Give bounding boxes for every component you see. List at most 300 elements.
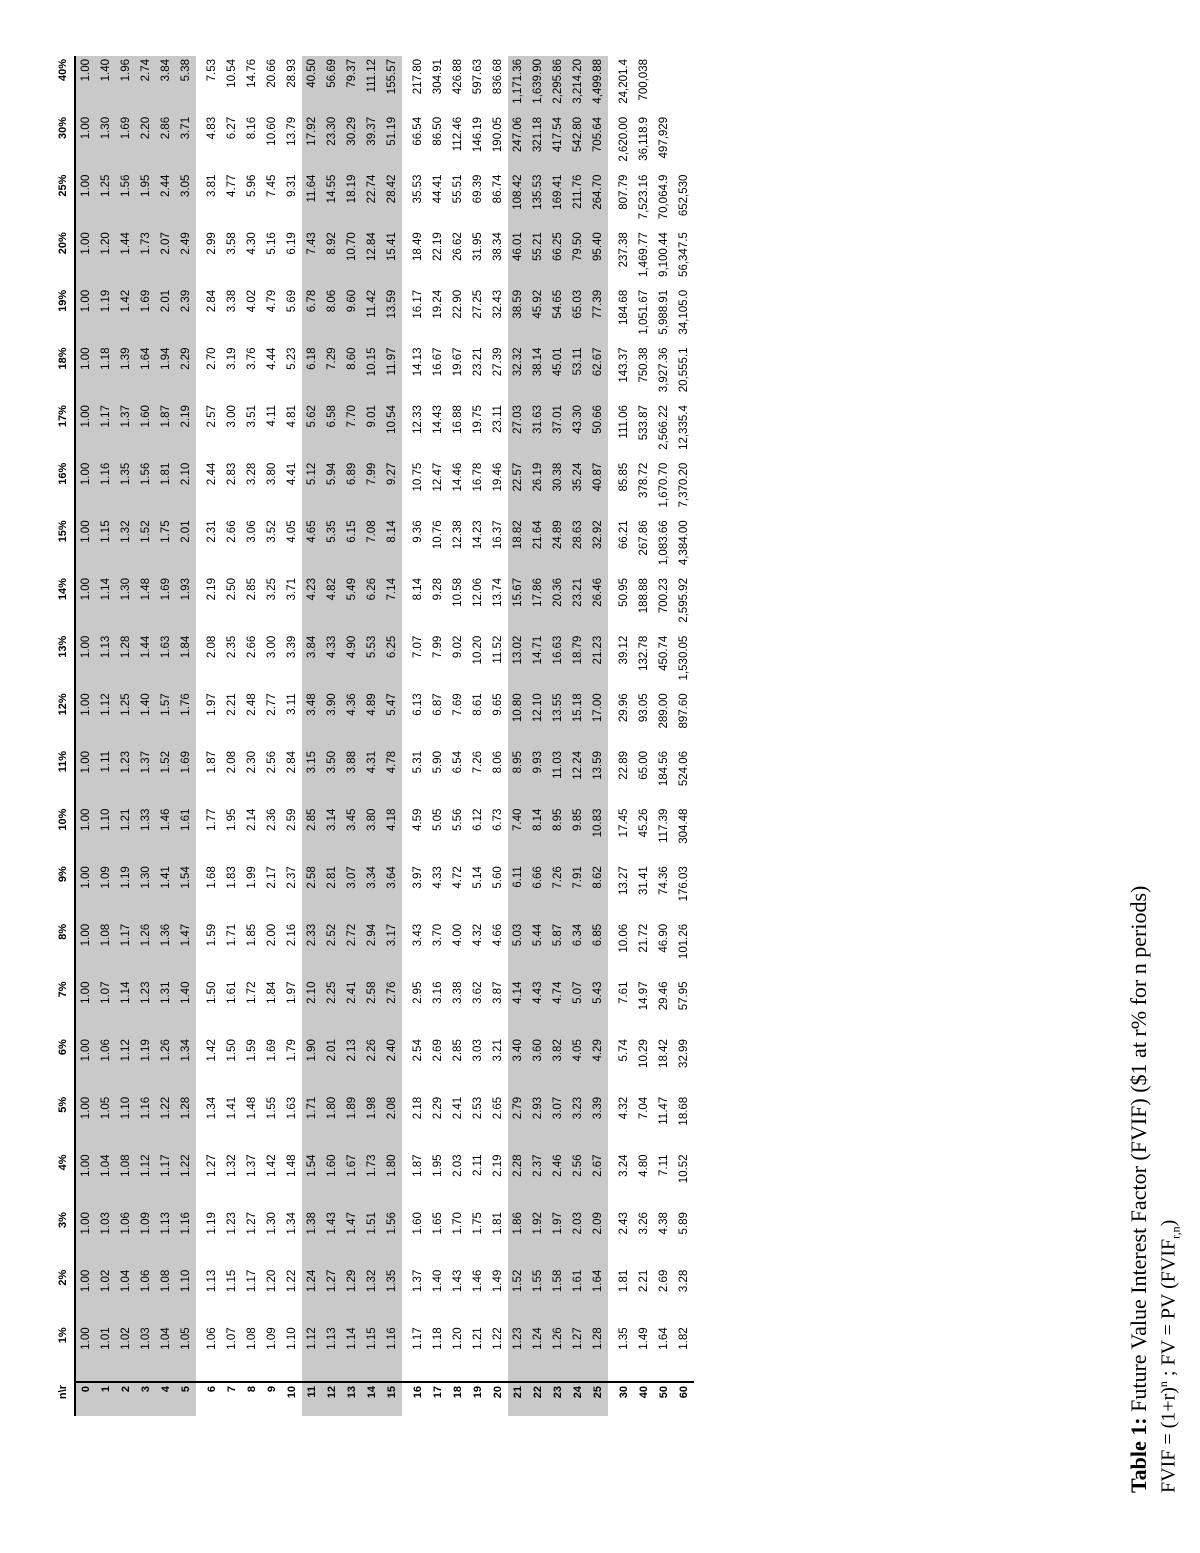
factor-cell: 1.00 — [75, 806, 96, 864]
factor-cell: 264.70 — [588, 172, 608, 230]
factor-cell: 8.95 — [508, 748, 528, 806]
table-title-label: Table 1: — [1126, 1417, 1151, 1493]
factor-cell: 51.19 — [382, 114, 402, 172]
factor-cell: 3.19 — [226, 347, 238, 370]
factor-cell: 1.28 — [588, 1324, 608, 1382]
factor-cell: 1.19 — [116, 863, 136, 921]
factor-cell: 1,670.70 — [658, 462, 670, 508]
factor-cell: 1.32 — [116, 517, 136, 575]
factor-cell: 56.69 — [322, 56, 342, 114]
factor-cell: 132.78 — [638, 635, 650, 671]
period-label: 12 — [322, 1382, 342, 1416]
period-label: 20 — [488, 1382, 508, 1416]
table-row — [136, 56, 156, 1416]
factor-cell: 2.36 — [266, 808, 278, 831]
factor-cell: 1.54 — [176, 863, 196, 921]
corner-header: n\r — [52, 1382, 75, 1416]
factor-cell: 13.59 — [382, 287, 402, 345]
factor-cell: 32.92 — [588, 517, 608, 575]
factor-cell: 3.39 — [286, 635, 298, 659]
factor-cell: 15.67 — [508, 575, 528, 633]
factor-cell: 267.86 — [638, 520, 650, 556]
factor-cell: 38.14 — [528, 344, 548, 402]
table-row — [196, 56, 222, 1416]
factor-cell: 1.17 — [96, 402, 116, 460]
factor-cell: 1.69 — [136, 287, 156, 345]
factor-cell: 1.10 — [286, 1327, 298, 1350]
factor-cell: 7.11 — [658, 1154, 670, 1176]
factor-cell: 190.05 — [492, 116, 504, 153]
factor-cell: 22.89 — [618, 750, 630, 780]
factor-cell: 23.11 — [492, 405, 504, 434]
factor-cell: 5,988.91 — [658, 289, 670, 335]
factor-cell: 16.37 — [492, 520, 504, 550]
factor-cell: 79.37 — [342, 56, 362, 114]
factor-cell: 1.49 — [638, 1327, 650, 1350]
factor-cell: 5.47 — [382, 690, 402, 748]
period-label: 5 — [176, 1382, 196, 1416]
factor-cell: 2.19 — [176, 402, 196, 460]
factor-cell: 4.79 — [266, 289, 278, 313]
factor-cell: 7.91 — [568, 863, 588, 921]
factor-cell: 3.03 — [472, 1039, 484, 1062]
factor-cell: 86.74 — [492, 174, 504, 204]
formula-tail: ) — [1157, 1219, 1180, 1227]
factor-cell: 1.80 — [382, 1151, 402, 1209]
factor-cell: 12.47 — [432, 462, 444, 492]
factor-cell: 2.35 — [226, 635, 238, 659]
factor-cell: 1.68 — [206, 866, 218, 889]
factor-cell: 3.48 — [302, 690, 322, 748]
table-row — [674, 56, 694, 1416]
factor-cell: 1,171.36 — [508, 56, 528, 114]
factor-cell: 5.23 — [286, 347, 298, 370]
factor-cell: 1.46 — [156, 806, 176, 864]
table-row — [528, 56, 548, 1416]
factor-cell: 2.69 — [658, 1269, 670, 1293]
factor-cell: 3.84 — [302, 633, 322, 691]
factor-cell: 2.49 — [176, 229, 196, 287]
factor-cell: 1.00 — [75, 575, 96, 633]
factor-cell — [654, 56, 674, 114]
factor-cell: 7.45 — [266, 174, 278, 197]
factor-cell: 9.02 — [452, 635, 464, 659]
factor-cell: 1.20 — [266, 1269, 278, 1293]
factor-cell: 1.28 — [116, 633, 136, 691]
rate-header: 12% — [52, 690, 75, 748]
factor-cell: 3.07 — [548, 1094, 568, 1152]
factor-cell: 1.98 — [362, 1094, 382, 1152]
factor-cell: 1,639.90 — [528, 56, 548, 114]
factor-cell: 1.89 — [342, 1094, 362, 1152]
factor-cell: 1.19 — [136, 1036, 156, 1094]
factor-cell: 77.39 — [588, 287, 608, 345]
factor-cell: 15.18 — [568, 690, 588, 748]
factor-cell: 7.43 — [302, 229, 322, 287]
factor-cell: 66.25 — [548, 229, 568, 287]
factor-cell: 1.50 — [206, 981, 218, 1004]
factor-cell: 1.33 — [136, 806, 156, 864]
factor-cell: 4.38 — [658, 1212, 670, 1235]
factor-cell: 4.44 — [266, 347, 278, 370]
factor-cell: 1.42 — [266, 1154, 278, 1177]
factor-cell: 7.14 — [382, 575, 402, 633]
factor-cell: 3.26 — [638, 1212, 650, 1235]
factor-cell: 24,201.4 — [618, 59, 630, 104]
period-label: 14 — [362, 1382, 382, 1416]
factor-cell: 1.12 — [302, 1324, 322, 1382]
rate-header: 14% — [52, 575, 75, 633]
factor-cell: 2.85 — [452, 1039, 464, 1062]
factor-cell: 3.52 — [266, 520, 278, 543]
factor-cell: 1.40 — [432, 1269, 444, 1293]
factor-cell: 6.12 — [472, 808, 484, 831]
factor-cell: 807.79 — [618, 174, 630, 210]
factor-cell: 1.36 — [156, 921, 176, 979]
factor-cell: 2.85 — [246, 578, 258, 601]
factor-cell: 16.63 — [548, 633, 568, 691]
factor-cell: 1.24 — [528, 1324, 548, 1382]
factor-cell: 1.95 — [432, 1154, 444, 1177]
factor-cell: 1,051.67 — [638, 289, 650, 335]
factor-cell: 237.38 — [618, 232, 630, 268]
factor-cell: 1.43 — [322, 1209, 342, 1267]
factor-cell: 1.14 — [116, 979, 136, 1037]
factor-cell: 1.15 — [362, 1324, 382, 1382]
factor-cell: 10.75 — [412, 462, 424, 492]
factor-cell: 2.09 — [588, 1209, 608, 1267]
factor-cell: 2,295.86 — [548, 56, 568, 114]
factor-cell: 6.73 — [492, 808, 504, 831]
rate-header: 3% — [52, 1209, 75, 1267]
factor-cell: 2.84 — [286, 750, 298, 774]
factor-cell: 5.16 — [266, 232, 278, 255]
factor-cell: 497,929 — [658, 116, 670, 159]
factor-cell: 29.46 — [658, 981, 670, 1011]
factor-cell: 22.90 — [452, 289, 464, 319]
factor-cell: 426.88 — [452, 59, 464, 95]
rate-header: 9% — [52, 863, 75, 921]
table-row — [402, 56, 428, 1416]
period-label: 13 — [342, 1382, 362, 1416]
factor-cell: 1.16 — [136, 1094, 156, 1152]
factor-cell: 378.72 — [638, 462, 650, 498]
factor-cell: 10.54 — [226, 59, 238, 88]
factor-cell: 3.76 — [246, 347, 258, 370]
factor-cell: 1.12 — [96, 690, 116, 748]
factor-cell: 1.42 — [116, 287, 136, 345]
factor-cell: 4.23 — [302, 575, 322, 633]
factor-cell: 2.08 — [226, 750, 238, 774]
factor-cell: 9.85 — [568, 806, 588, 864]
factor-cell: 1.14 — [96, 575, 116, 633]
factor-cell: 1.77 — [206, 808, 218, 831]
factor-cell: 9,100.44 — [658, 232, 670, 277]
factor-cell — [674, 114, 694, 172]
factor-cell: 4.83 — [206, 116, 218, 140]
factor-cell: 7,370.20 — [678, 462, 690, 508]
factor-cell: 13.27 — [618, 866, 630, 896]
factor-cell: 1.67 — [342, 1151, 362, 1209]
factor-cell: 1.00 — [75, 863, 96, 921]
factor-cell: 1.00 — [75, 517, 96, 575]
factor-cell: 3.00 — [226, 405, 238, 428]
factor-cell — [674, 56, 694, 114]
factor-cell: 1.27 — [206, 1154, 218, 1177]
factor-cell: 1.52 — [156, 748, 176, 806]
factor-cell: 50.95 — [618, 578, 630, 607]
factor-cell: 14.13 — [412, 347, 424, 377]
factor-cell: 19.75 — [472, 405, 484, 434]
factor-cell: 4.43 — [528, 979, 548, 1037]
factor-cell: 1.00 — [75, 748, 96, 806]
factor-cell: 1.11 — [96, 748, 116, 806]
factor-cell: 1.22 — [176, 1151, 196, 1209]
factor-cell: 1.00 — [75, 56, 96, 114]
factor-cell: 1.04 — [116, 1267, 136, 1325]
factor-cell: 2.10 — [302, 979, 322, 1037]
factor-cell: 1.59 — [206, 923, 218, 947]
table-title-text: Future Value Interest Factor (FVIF) ($1 at r% for n periods) — [1126, 885, 1151, 1418]
factor-cell: 9.93 — [528, 748, 548, 806]
factor-cell: 66.21 — [618, 520, 630, 550]
factor-cell: 1.84 — [266, 981, 278, 1004]
factor-cell: 32.99 — [678, 1039, 690, 1068]
factor-cell: 28.42 — [382, 172, 402, 230]
factor-cell: 1.75 — [156, 517, 176, 575]
factor-cell: 2.03 — [568, 1209, 588, 1267]
factor-cell: 38.59 — [508, 287, 528, 345]
period-label: 11 — [302, 1382, 322, 1416]
factor-cell: 18.82 — [508, 517, 528, 575]
table-row — [548, 56, 568, 1416]
factor-cell: 3.50 — [322, 748, 342, 806]
factor-cell: 5.60 — [492, 866, 504, 889]
factor-cell: 35.53 — [412, 174, 424, 204]
table-row — [75, 56, 96, 1416]
rate-header: 4% — [52, 1151, 75, 1209]
factor-cell: 36,118.9 — [638, 116, 650, 161]
factor-cell: 897.60 — [678, 693, 690, 729]
factor-cell: 3.21 — [492, 1039, 504, 1062]
factor-cell: 4.32 — [618, 1096, 630, 1120]
factor-cell: 1.71 — [302, 1094, 322, 1152]
factor-cell: 5.49 — [342, 575, 362, 633]
factor-cell: 55.21 — [528, 229, 548, 287]
factor-cell: 1.35 — [618, 1327, 630, 1350]
factor-cell: 20.36 — [548, 575, 568, 633]
factor-cell: 2,595.92 — [678, 578, 690, 623]
factor-cell: 2.95 — [412, 981, 424, 1004]
factor-cell: 7,523.16 — [638, 174, 650, 220]
factor-cell: 14.43 — [432, 405, 444, 434]
table-body — [75, 56, 694, 1416]
factor-cell: 1.17 — [412, 1327, 424, 1350]
factor-cell: 2.19 — [206, 578, 218, 601]
factor-cell: 184.68 — [618, 289, 630, 326]
factor-cell: 3.34 — [362, 863, 382, 921]
factor-cell: 1.03 — [136, 1324, 156, 1382]
factor-cell: 26.46 — [588, 575, 608, 633]
factor-cell: 1.87 — [156, 402, 176, 460]
factor-cell: 1.18 — [96, 344, 116, 402]
rate-header: 25% — [52, 172, 75, 230]
factor-cell: 1.00 — [75, 690, 96, 748]
period-label: 50 — [654, 1382, 674, 1416]
factor-cell: 12.10 — [528, 690, 548, 748]
factor-cell: 1.90 — [302, 1036, 322, 1094]
factor-cell: 3.25 — [266, 578, 278, 601]
table-row — [608, 56, 634, 1416]
factor-cell: 524.06 — [678, 750, 690, 787]
factor-cell: 2,620.00 — [618, 116, 630, 162]
factor-cell: 112.46 — [452, 116, 464, 152]
factor-cell: 1.75 — [472, 1212, 484, 1235]
factor-cell: 2.01 — [322, 1036, 342, 1094]
factor-cell: 10.76 — [432, 520, 444, 550]
factor-cell: 2.41 — [452, 1096, 464, 1120]
factor-cell: 39.12 — [618, 635, 630, 665]
factor-cell: 3.81 — [206, 174, 218, 197]
factor-cell: 19.46 — [492, 462, 504, 492]
factor-cell: 2.74 — [136, 56, 156, 114]
factor-cell: 184.56 — [658, 750, 670, 787]
factor-cell: 57.95 — [678, 981, 690, 1011]
factor-cell: 321.18 — [528, 114, 548, 172]
factor-cell: 46.90 — [658, 923, 670, 953]
formula-subscript: r,n — [1168, 1226, 1183, 1239]
factor-cell: 1.13 — [206, 1269, 218, 1293]
factor-cell: 2.83 — [226, 462, 238, 486]
factor-cell: 2.56 — [266, 750, 278, 774]
factor-cell: 1.25 — [96, 172, 116, 230]
factor-cell: 1.34 — [176, 1036, 196, 1094]
factor-cell: 705.64 — [588, 114, 608, 172]
factor-cell: 1.06 — [136, 1267, 156, 1325]
factor-cell: 1.00 — [75, 1209, 96, 1267]
factor-cell: 3.70 — [432, 923, 444, 947]
rate-header: 40% — [52, 56, 75, 114]
factor-cell: 31.95 — [472, 232, 484, 261]
factor-cell: 2.21 — [638, 1269, 650, 1293]
factor-cell: 2.41 — [342, 979, 362, 1037]
factor-cell: 2.66 — [246, 635, 258, 659]
factor-cell: 1.32 — [226, 1154, 238, 1177]
factor-cell: 1.40 — [176, 979, 196, 1037]
factor-cell: 5.89 — [678, 1212, 690, 1235]
factor-cell: 304.48 — [678, 808, 690, 844]
factor-cell: 10.58 — [452, 578, 464, 607]
factor-cell: 4.11 — [266, 405, 278, 427]
factor-cell: 14.97 — [638, 981, 650, 1011]
factor-cell: 93.05 — [638, 693, 650, 723]
factor-cell: 1.23 — [226, 1212, 238, 1235]
factor-cell: 1.72 — [246, 981, 258, 1004]
factor-cell: 3.05 — [176, 172, 196, 230]
factor-cell: 2.77 — [266, 693, 278, 716]
factor-cell: 50.66 — [588, 402, 608, 460]
factor-cell: 23.30 — [322, 114, 342, 172]
factor-cell: 1.06 — [96, 1036, 116, 1094]
factor-cell: 1.81 — [156, 460, 176, 518]
factor-cell: 19.24 — [432, 289, 444, 319]
factor-cell: 2.44 — [206, 462, 218, 486]
period-label: 1 — [96, 1382, 116, 1416]
factor-cell: 4.00 — [452, 923, 464, 947]
factor-cell: 45.01 — [548, 344, 568, 402]
factor-cell: 1.04 — [96, 1151, 116, 1209]
factor-cell: 1.00 — [75, 979, 96, 1037]
factor-cell: 2.01 — [156, 287, 176, 345]
factor-cell: 2.20 — [136, 114, 156, 172]
factor-cell: 9.28 — [432, 578, 444, 601]
factor-cell: 40.87 — [588, 460, 608, 518]
table-row — [428, 56, 448, 1416]
factor-cell: 1.69 — [176, 748, 196, 806]
factor-cell: 20,555.1 — [678, 347, 690, 393]
factor-cell: 750.38 — [638, 347, 650, 383]
factor-cell: 4.81 — [286, 405, 298, 428]
factor-cell: 46.01 — [508, 229, 528, 287]
factor-cell: 2.03 — [452, 1154, 464, 1177]
table-row — [382, 56, 402, 1416]
factor-cell: 3.71 — [176, 114, 196, 172]
table-row — [448, 56, 468, 1416]
factor-cell: 11.97 — [382, 344, 402, 402]
factor-cell: 65.00 — [638, 750, 650, 780]
factor-cell: 9.65 — [492, 693, 504, 716]
factor-cell: 18.19 — [342, 172, 362, 230]
factor-cell: 3.51 — [246, 405, 258, 428]
factor-cell: 146.19 — [472, 116, 484, 153]
factor-cell: 1.63 — [286, 1096, 298, 1120]
factor-cell: 66.54 — [412, 116, 424, 146]
factor-cell: 1.00 — [75, 633, 96, 691]
factor-cell: 1.87 — [412, 1154, 424, 1177]
factor-cell: 22.19 — [432, 232, 444, 261]
factor-cell: 28.63 — [568, 517, 588, 575]
factor-cell: 5.56 — [452, 808, 464, 831]
table-row — [588, 56, 608, 1416]
factor-cell: 74.36 — [658, 866, 670, 896]
factor-cell: 1.17 — [116, 921, 136, 979]
factor-cell: 2.00 — [266, 923, 278, 947]
factor-cell: 2.14 — [246, 808, 258, 831]
factor-cell: 11.64 — [302, 172, 322, 230]
rate-header: 15% — [52, 517, 75, 575]
factor-cell: 1.13 — [156, 1209, 176, 1267]
factor-cell: 2.30 — [246, 750, 258, 774]
factor-cell: 1.00 — [75, 460, 96, 518]
factor-cell: 1.35 — [116, 460, 136, 518]
factor-cell: 9.31 — [286, 174, 298, 197]
factor-cell: 1.56 — [382, 1209, 402, 1267]
factor-cell: 5.96 — [246, 174, 258, 197]
factor-cell: 1.21 — [472, 1327, 484, 1350]
factor-cell: 8.92 — [322, 229, 342, 287]
factor-cell: 5.38 — [176, 56, 196, 114]
factor-cell: 2.43 — [618, 1212, 630, 1235]
factor-cell: 108.42 — [508, 172, 528, 230]
factor-cell: 1.20 — [96, 229, 116, 287]
factor-cell: 2.99 — [206, 232, 218, 255]
table-row — [322, 56, 342, 1416]
factor-cell: 2.53 — [472, 1096, 484, 1120]
factor-cell: 1.69 — [156, 575, 176, 633]
rate-header: 20% — [52, 229, 75, 287]
factor-cell: 1.40 — [96, 56, 116, 114]
factor-cell: 4.02 — [246, 289, 258, 313]
